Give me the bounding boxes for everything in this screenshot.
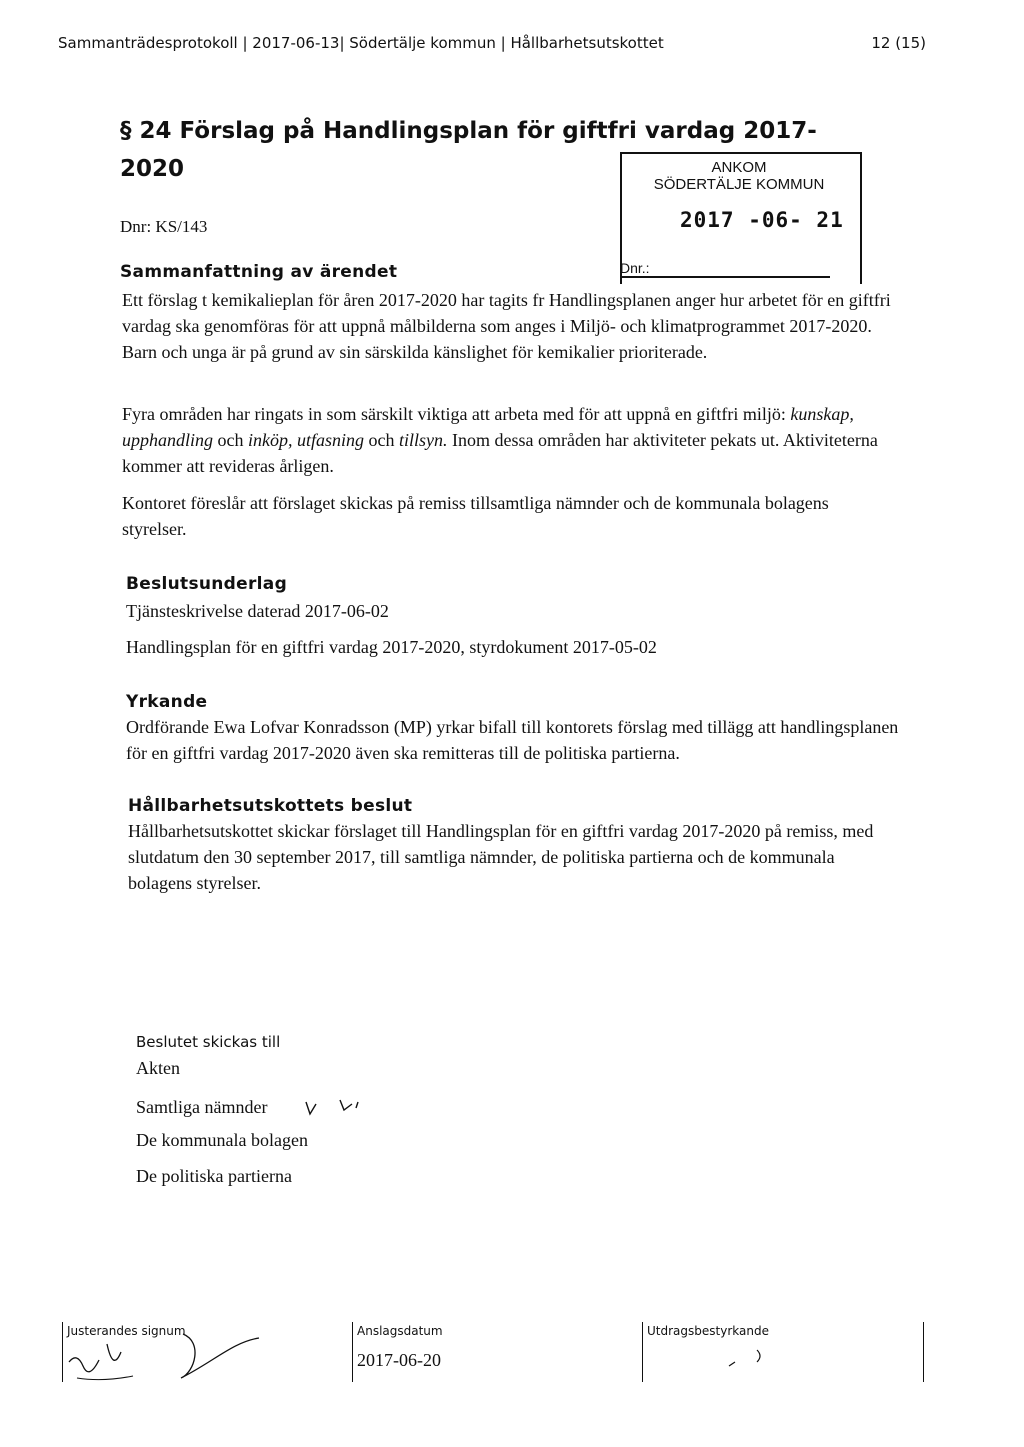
motion-heading: Yrkande (126, 692, 208, 712)
summary-paragraph-3: Kontoret föreslår att förslaget skickas på remiss tillsamtliga nämnder och de kommunala bolagens styrelser. (122, 493, 829, 539)
signature-cell-justerare (62, 1322, 353, 1382)
signature-label: Justerandes signum (67, 1324, 186, 1338)
signature-cell-anslag (352, 1322, 643, 1382)
handwritten-checkmarks (300, 1096, 390, 1120)
area-3: tillsyn. (399, 430, 448, 450)
page-number: 12 (15) (871, 34, 926, 52)
and-2: och (368, 430, 395, 450)
stamp-received-label (620, 159, 858, 193)
case-number: Dnr: KS/143 (120, 217, 208, 236)
motion-text: Ordförande Ewa Lofvar Konradsson (MP) yrkar bifall till kontorets förslag med tillägg att handlingsplanen för en giftfri vardag 2017-2020 även ska remitteras till de politiska partierna. (126, 717, 899, 763)
summary-heading: Sammanfattning av ärendet (120, 262, 398, 282)
stamp-line2: SÖDERTÄLJE KOMMUN (653, 176, 825, 193)
summary-paragraph-1: Ett förslag t kemikalieplan för åren 2017-2020 har tagits fr Handlingsplanen anger hur arbetet för en giftfri vardag ska genomföras för att uppnå målbilderna som anges i Miljö- och klimatprogrammet 2017-2020. Barn och unga är på grund av sin särskilda känslighet för kemikalier prioriterade. (122, 290, 891, 362)
recipient-4: De politiska partierna (136, 1166, 292, 1186)
areas-rest: Inom dessa områden har aktiviteter pekats ut. Aktiviteterna kommer att revideras årligen. (122, 430, 878, 476)
signature-cell-utdrag (642, 1322, 924, 1382)
summary-paragraph-2 (122, 401, 897, 479)
running-header: Sammanträdesprotokoll | 2017-06-13| Södertälje kommun | Hållbarhetsutskottet (58, 34, 664, 52)
decision-text: Hållbarhetsutskottet skickar förslaget till Handlingsplan för en giftfri vardag 2017-2020 på remiss, med slutdatum den 30 september 2017, till samtliga nämnder, de politiska partierna och de kommunala bolagens styrelser. (128, 821, 874, 893)
area-2: inköp, utfasning (248, 430, 365, 450)
area-1: kunskap, upphandling (122, 404, 854, 450)
section-title: § 24 Förslag på Handlingsplan för giftfri vardag 2017-2020 (120, 118, 817, 182)
recipient-2: Samtliga nämnder (136, 1097, 268, 1117)
decision-heading: Hållbarhetsutskottets beslut (128, 796, 413, 816)
posting-date-value: 2017-06-20 (357, 1350, 441, 1370)
basis-heading: Beslutsunderlag (126, 574, 288, 594)
recipient-1: Akten (136, 1058, 180, 1078)
stamp-dnr: Dnr.: (620, 260, 830, 278)
recipient-3: De kommunala bolagen (136, 1130, 308, 1150)
and-1: och (217, 430, 244, 450)
basis-item-1: Tjänsteskrivelse daterad 2017-06-02 (126, 601, 389, 621)
certification-label: Utdragsbestyrkande (647, 1324, 769, 1338)
signature-table (62, 1322, 922, 1382)
areas-intro: Fyra områden har ringats in som särskilt viktiga att arbeta med för att uppnå en giftfri miljö: (122, 404, 786, 424)
distribution-heading: Beslutet skickas till (136, 1033, 281, 1051)
posting-date-label: Anslagsdatum (357, 1324, 443, 1338)
stamp-date: 2017 -06- 21 (680, 208, 844, 232)
basis-item-2: Handlingsplan för en giftfri vardag 2017-2020, styrdokument 2017-05-02 (126, 637, 657, 657)
handwritten-signature (63, 1322, 263, 1382)
certification-mark (723, 1342, 783, 1372)
stamp-line1: ANKOM (711, 159, 767, 176)
